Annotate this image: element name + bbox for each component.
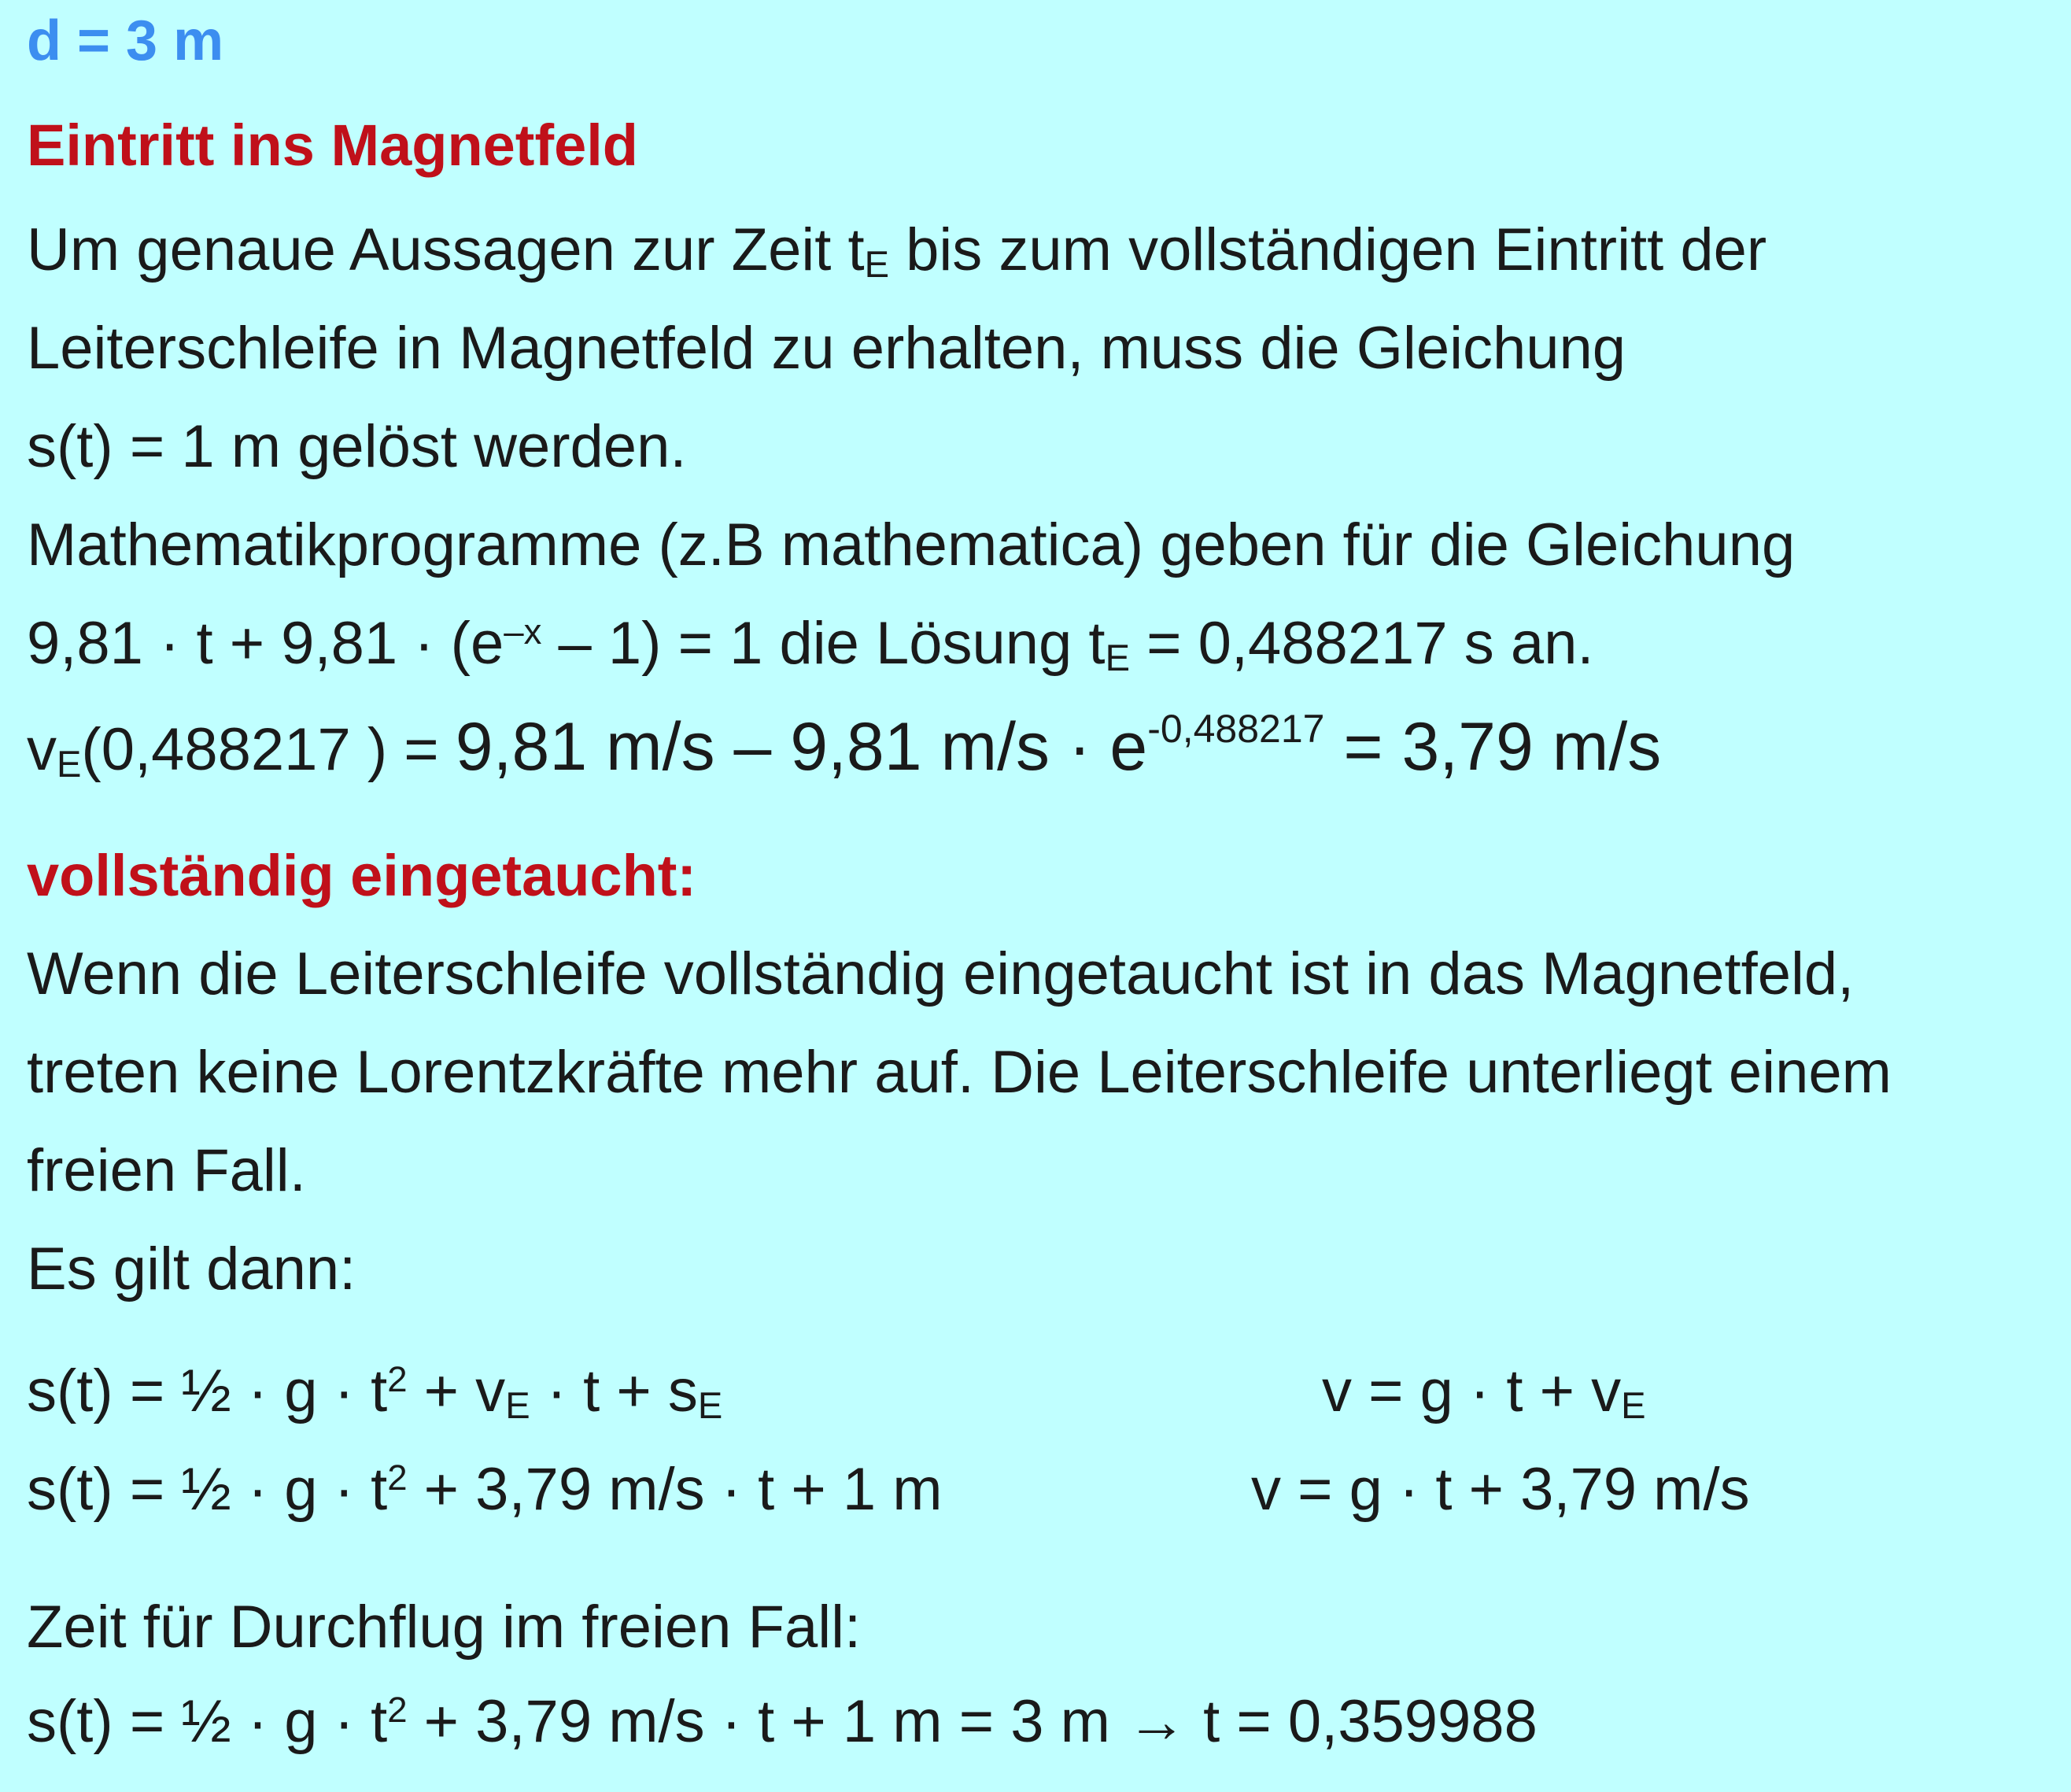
equation-v-numeric: v = g · t + 3,79 m/s	[1251, 1456, 1750, 1523]
equation-final	[27, 1688, 1538, 1755]
section-title-eingetaucht: vollständig eingetaucht:	[27, 843, 697, 908]
text-zeit: Zeit für Durchflug im freien Fall:	[27, 1594, 862, 1661]
text-segment: bis zum vollständigen Eintritt der	[889, 216, 1767, 283]
text-segment: = 3,79 m/s	[1324, 709, 1662, 785]
subscript: E	[697, 1384, 723, 1427]
text-segment: + 3,79 m/s · t + 1 m	[407, 1456, 943, 1523]
text-segment: + 3,79 m/s · t + 1 m = 3 m → t = 0,359988	[407, 1688, 1538, 1755]
text-segment: v = g · t + v	[1322, 1358, 1622, 1424]
text-segment: + v	[407, 1358, 506, 1424]
text-segment: = 0,488217 s an.	[1129, 610, 1594, 677]
text-line-8: Es gilt dann:	[27, 1236, 356, 1302]
text-line-2: Leiterschleife in Magnetfeld zu erhalten, muss die Gleichung	[27, 315, 1626, 382]
text-line-7: freien Fall.	[27, 1137, 306, 1204]
text-segment: 9,81 · t + 9,81 · (e	[27, 610, 504, 677]
text-line-4: Mathematikprogramme (z.B mathematica) geben für die Gleichung	[27, 512, 1796, 578]
subscript: E	[864, 243, 890, 286]
text-line-1	[27, 216, 1767, 286]
equation-1	[27, 610, 1594, 679]
text-segment: Um genaue Aussagen zur Zeit t	[27, 216, 865, 283]
equation-s-numeric	[27, 1456, 943, 1523]
text-segment: – 1) = 1 die Lösung t	[541, 610, 1106, 677]
text-segment: s(t) = ½ · g · t	[27, 1688, 388, 1755]
section-title-eintritt: Eintritt ins Magnetfeld	[27, 113, 638, 178]
equation-s-general	[27, 1358, 723, 1427]
text-segment: s(t) = ½ · g · t	[27, 1358, 388, 1424]
text-segment: s(t) = ½ · g · t	[27, 1456, 388, 1523]
text-segment: v	[27, 716, 57, 783]
equation-v-general	[1322, 1358, 1646, 1427]
equation-2	[27, 707, 1662, 785]
superscript: –x	[504, 611, 542, 652]
subscript: E	[505, 1384, 530, 1427]
text-segment: (0,488217 ) =	[81, 716, 456, 783]
subscript: E	[1105, 637, 1130, 679]
text-segment: 9,81 m/s – 9,81 m/s · e	[455, 709, 1148, 785]
d-value: d = 3 m	[27, 9, 224, 72]
text-segment: · t + s	[530, 1358, 698, 1424]
text-line-6: treten keine Lorentzkräfte mehr auf. Die Leiterschleife unterliegt einem	[27, 1039, 1892, 1106]
subscript: E	[57, 743, 82, 785]
superscript: -0,488217	[1147, 707, 1325, 751]
superscript: 2	[387, 1689, 408, 1730]
superscript: 2	[387, 1358, 408, 1399]
subscript: E	[1621, 1384, 1646, 1427]
text-line-5: Wenn die Leiterschleife vollständig eingetaucht ist in das Magnetfeld,	[27, 940, 1855, 1007]
superscript: 2	[387, 1457, 408, 1498]
text-line-3: s(t) = 1 m gelöst werden.	[27, 413, 687, 480]
